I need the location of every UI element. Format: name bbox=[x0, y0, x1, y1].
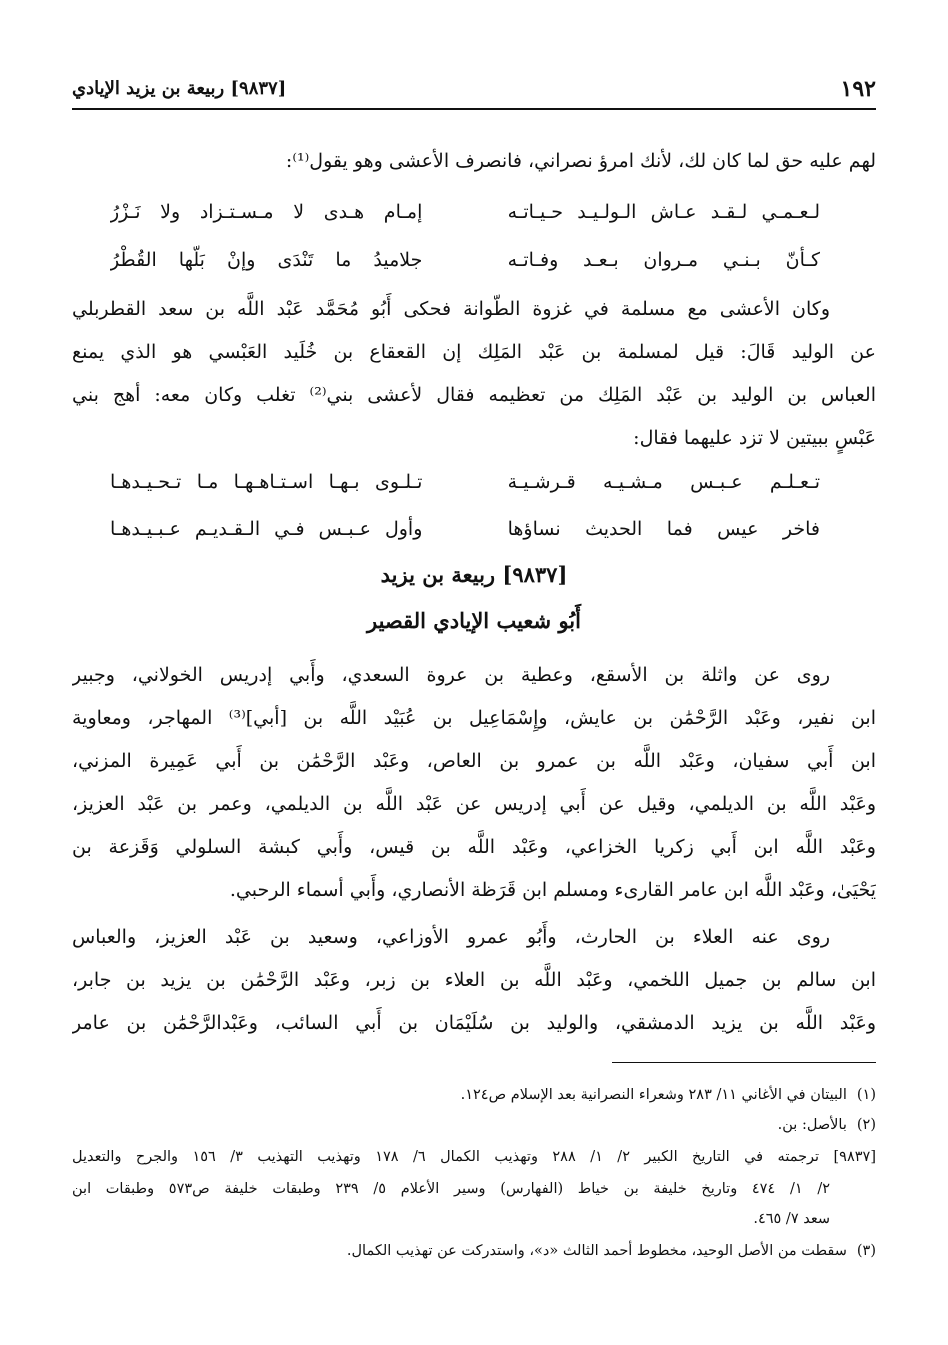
running-header bbox=[72, 76, 876, 110]
entry-title: [٩٨٣٧] ربيعة بن يزيد bbox=[380, 562, 568, 587]
footnote-text: بالأصل: بن. bbox=[777, 1117, 847, 1133]
footnote-separator bbox=[612, 1062, 876, 1063]
verse-line bbox=[110, 460, 820, 504]
verse-second-hemistich: وأول عـبـس فـي الـقـديـم عـبـيـدهـا bbox=[110, 518, 423, 540]
paragraph-line: عن الوليد قَالَ: قيل لمسلمة بن عَبْد المَلِك إن القعقاع بن خُلَيد العَبْسي هو الذي يمنع bbox=[72, 341, 876, 363]
paragraph-line: وعَبْد اللَّه بن يزيد الدمشقي، والوليد بن سُلَيْمَان بن أَبي السائب، وعَبْدالرَّحْمَٰن بن عامر bbox=[72, 1012, 876, 1034]
verse-first-hemistich: فاخر عيس فما الحديث نساؤها bbox=[507, 518, 820, 540]
biography-sources-line: سعد ٧/ ٤٦٥. bbox=[753, 1211, 830, 1227]
verse-second-hemistich: إمـام هـدى لا مـسـتـزاد ولا نَـزْرُ bbox=[110, 201, 423, 223]
paragraph-line: يَحْيَىٰ، وعَبْد اللَّه ابن عامر القارىء ومسلم ابن قَرَظة الأنصاري، وأَبي أسماء الرحبي. bbox=[229, 879, 876, 901]
verse-line bbox=[110, 238, 820, 282]
footnote-3 bbox=[72, 1236, 876, 1266]
verse-second-hemistich: تـلـوى بـهـا اسـتـاهـهـا مـا تـحـيـدهـا bbox=[110, 471, 423, 493]
paragraph-line: وعَبْد اللَّه ابن أَبي زكريا الخزاعي، وعَبْد اللَّه بن قيس، وأَبي كبشة السلولي وَقَزعة بن bbox=[72, 836, 876, 858]
footnote-marker: (٢) bbox=[856, 1117, 876, 1133]
footnote-2 bbox=[72, 1110, 876, 1140]
verse-second-hemistich: جلاميدُ ما تَنْدَى وإنْ بَلّها القُطْرُ bbox=[110, 249, 423, 271]
header-rule bbox=[72, 108, 876, 110]
paragraph-line: عَبْسٍ ببيتين لا تزد عليهما فقال: bbox=[633, 427, 876, 449]
paragraph-line: ابن سالم بن جميل اللخمي، وعَبْد اللَّه بن العلاء بن زبر، وعَبْد الرَّحْمَٰن بن يزيد بن جابر، bbox=[72, 969, 876, 991]
paragraph-line: روى عن واثلة بن الأسقع، وعطية بن عروة السعدي، وأَبي إدريس الخولاني، وجبير bbox=[72, 664, 830, 686]
paragraph-line: روى عنه العلاء بن الحارث، وأَبُو عمرو الأوزاعي، وسعيد بن عَبْد العزيز، والعباس bbox=[72, 926, 830, 948]
footnote-1 bbox=[72, 1080, 876, 1110]
paragraph-line: وكان الأعشى مع مسلمة في غزوة الطّوانة فحكى أَبُو مُحَمَّد عَبْد اللَّه بن سعد القطربلي bbox=[72, 298, 830, 320]
paragraph-line: ابن نفير، وعَبْد الرَّحْمَٰن بن عايش، وإِسْمَاعِيل بن عُبَيْد اللَّه بن [أبي]⁽³⁾ المهاجر، ومعاوية bbox=[72, 707, 876, 729]
verse-first-hemistich: لـعـمـي لـقـد عـاش الـولـيـد حـيـاتـه bbox=[507, 201, 820, 223]
page-number: ١٩٢ bbox=[840, 76, 876, 102]
running-title: [٩٨٣٧] ربيعة بن يزيد الإيادي bbox=[72, 78, 287, 99]
paragraph-line: العباس بن الوليد بن عَبْد المَلِك من تعظيمه فقال لأعشى بني⁽²⁾ تغلب وكان معه: أهج بني bbox=[72, 384, 876, 406]
verse-first-hemistich: كـأنّ بـنـي مـروان بـعـد وفـاتـه bbox=[507, 249, 820, 271]
entry-subtitle: أَبُو شعيب الإيادي القصير bbox=[367, 608, 581, 633]
footnote-marker: (٣) bbox=[856, 1243, 876, 1259]
verse-line bbox=[110, 507, 820, 551]
biography-sources-line: [٩٨٣٧] ترجمته في التاريخ الكبير ٢/ ١/ ٢٨٨ وتهذيب الكمال ٦/ ١٧٨ وتهذيب التهذيب ٣/ ١٥٦ والجرح والتعديل bbox=[72, 1149, 876, 1165]
biography-sources-line: ٢/ ١/ ٤٧٤ وتاريخ خليفة بن خياط (الفهارس) وسير الأعلام ٥/ ٢٣٩ وطبقات خليفة ص٥٧٣ وطبقات ابن bbox=[72, 1181, 830, 1197]
footnote-text: البيتان في الأغاني ١١/ ٢٨٣ وشعراء النصرانية بعد الإسلام ص١٢٤. bbox=[460, 1087, 847, 1103]
footnote-marker: (١) bbox=[856, 1087, 876, 1103]
paragraph-line: وعَبْد اللَّه بن الديلمي، وقيل عن أَبي إدريس عن عَبْد اللَّه بن الديلمي، وعمر بن عَبْد العزيز، bbox=[72, 793, 876, 815]
paragraph-line: ابن أَبي سفيان، وعَبْد اللَّه بن عمرو بن العاص، وعَبْد الرَّحْمَٰن بن أَبي عَمِيرة المزني، bbox=[72, 750, 876, 772]
verse-line bbox=[110, 190, 820, 234]
intro-line: لهم عليه حق لما كان لك، لأنك امرؤ نصراني، فانصرف الأعشى وهو يقول⁽¹⁾: bbox=[285, 150, 876, 172]
verse-first-hemistich: تـعـلـم عـبـس مـشـيـه قـرشـيـة bbox=[507, 471, 820, 493]
footnote-text: سقطت من الأصل الوحيد، مخطوط أحمد الثالث «د»، واستدركت عن تهذيب الكمال. bbox=[346, 1243, 847, 1259]
